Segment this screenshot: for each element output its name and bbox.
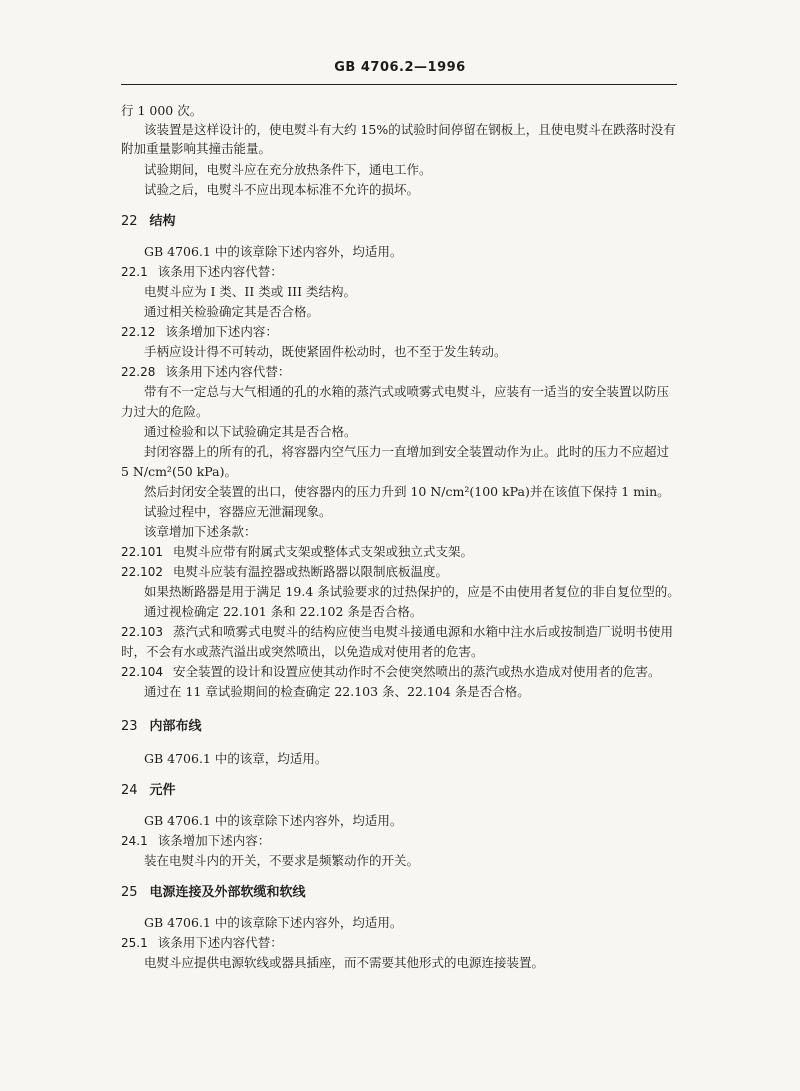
section-heading-24 — [121, 783, 176, 799]
text-line: 手柄应设计得不可转动，既使紧固件松动时，也不至于发生转动。 — [144, 344, 507, 359]
clause-text: 该条用下述内容代替： — [165, 364, 291, 379]
text-line: 行 1 000 次。 — [121, 103, 203, 118]
text-line: 该章增加下述条款： — [144, 524, 257, 539]
text-line: 5 N/cm²(50 kPa)。 — [121, 464, 237, 479]
clause-number: 22.12 — [121, 325, 156, 339]
section-title: 内部布线 — [149, 719, 202, 734]
clause-22-103 — [121, 624, 673, 640]
clause-22-1 — [121, 264, 283, 280]
text-line: 时，不会有水或蒸汽溢出或突然喷出，以免造成对使用者的危害。 — [121, 644, 484, 659]
clause-22-101 — [121, 544, 473, 560]
clause-22-102 — [121, 564, 448, 580]
text-line: 通过视检确定 22.101 条和 22.102 条是否合格。 — [144, 604, 423, 619]
text-line: 带有不一定总与大气相通的孔的水箱的蒸汽式或喷雾式电熨斗，应装有一适当的安全装置以防压 — [144, 384, 670, 399]
clause-number: 22.1 — [121, 265, 148, 279]
clause-text: 安全装置的设计和设置应使其动作时不会使突然喷出的蒸汽或热水造成对使用者的危害。 — [173, 664, 661, 679]
clause-text: 该条用下述内容代替： — [157, 935, 283, 950]
text-line: GB 4706.1 中的该章除下述内容外，均适用。 — [144, 813, 403, 828]
clause-number: 22.102 — [121, 565, 163, 579]
text-line: 试验之后，电熨斗不应出现本标准不允许的损坏。 — [144, 182, 420, 197]
text-line: GB 4706.1 中的该章除下述内容外，均适用。 — [144, 244, 403, 259]
text-line: 试验过程中，容器应无泄漏现象。 — [144, 504, 332, 519]
text-line: 电熨斗应提供电源软线或器具插座，而不需要其他形式的电源连接装置。 — [144, 955, 545, 970]
text-line: 电熨斗应为 I 类、II 类或 III 类结构。 — [144, 284, 356, 299]
clause-text: 该条增加下述内容： — [165, 324, 278, 339]
section-heading-22 — [121, 214, 176, 230]
text-line: 然后封闭安全装置的出口，使容器内的压力升到 10 N/cm²(100 kPa)并在该值下保持 1 min。 — [144, 484, 670, 499]
text-line: 试验期间，电熨斗应在充分放热条件下，通电工作。 — [144, 162, 432, 177]
header-rule — [121, 84, 677, 85]
section-title: 电源连接及外部软缆和软线 — [149, 885, 306, 900]
text-line: 通过相关检验确定其是否合格。 — [144, 304, 320, 319]
clause-number: 25.1 — [121, 936, 148, 950]
section-number: 25 — [121, 885, 138, 900]
clause-22-12 — [121, 324, 278, 340]
section-title: 元件 — [149, 783, 176, 798]
clause-text: 蒸汽式和喷雾式电熨斗的结构应使当电熨斗接通电源和水箱中注水后或按制造厂说明书使用 — [173, 624, 674, 639]
text-line: 附加重量影响其撞击能量。 — [121, 141, 272, 156]
clause-number: 22.28 — [121, 365, 156, 379]
clause-number: 22.101 — [121, 545, 163, 559]
clause-number: 22.104 — [121, 665, 163, 679]
clause-number: 24.1 — [121, 834, 148, 848]
clause-24-1 — [121, 833, 270, 849]
text-line: 该装置是这样设计的，使电熨斗有大约 15%的试验时间停留在钢板上，且使电熨斗在跌落时没有 — [144, 122, 676, 137]
section-number: 23 — [121, 719, 138, 734]
clause-25-1 — [121, 935, 283, 951]
section-title: 结构 — [149, 214, 176, 229]
section-heading-25 — [121, 885, 306, 901]
clause-text: 该条用下述内容代替： — [157, 264, 283, 279]
section-heading-23 — [121, 719, 202, 735]
clause-22-28 — [121, 364, 290, 380]
text-line: 如果热断路器是用于满足 19.4 条试验要求的过热保护的，应是不由使用者复位的非自复位型的。 — [144, 584, 680, 599]
text-line: 封闭容器上的所有的孔，将容器内空气压力一直增加到安全装置动作为止。此时的压力不应超过 — [144, 444, 670, 459]
text-line: 装在电熨斗内的开关，不要求是频繁动作的开关。 — [144, 853, 420, 868]
text-line: 通过在 11 章试验期间的检查确定 22.103 条、22.104 条是否合格。 — [144, 684, 530, 699]
section-number: 22 — [121, 214, 138, 229]
clause-text: 电熨斗应带有附属式支架或整体式支架或独立式支架。 — [173, 544, 474, 559]
clause-text: 电熨斗应装有温控器或热断路器以限制底板温度。 — [173, 564, 449, 579]
standard-code-header: GB 4706.2—1996 — [334, 60, 466, 75]
text-line: GB 4706.1 中的该章，均适用。 — [144, 751, 328, 766]
text-line: 力过大的危险。 — [121, 404, 209, 419]
clause-22-104 — [121, 664, 661, 680]
clause-number: 22.103 — [121, 625, 163, 639]
text-line: 通过检验和以下试验确定其是否合格。 — [144, 424, 357, 439]
section-number: 24 — [121, 783, 138, 798]
clause-text: 该条增加下述内容： — [157, 833, 271, 848]
text-line: GB 4706.1 中的该章除下述内容外，均适用。 — [144, 915, 403, 930]
